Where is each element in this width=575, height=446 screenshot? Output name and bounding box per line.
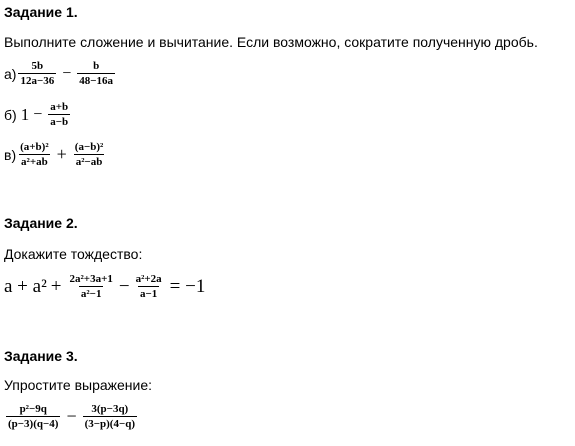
task2-title: Задание 2.: [4, 215, 78, 231]
fraction: [68, 273, 115, 300]
operator: +: [50, 275, 62, 297]
numerator: (a−b)²: [74, 141, 104, 153]
operator: +: [56, 144, 67, 164]
fraction: [73, 141, 106, 168]
denominator: (3−p)(4−q): [84, 418, 136, 430]
task1-instruction: Выполните сложение и вычитание. Если возможно, сократите полученную дробь.: [4, 34, 538, 50]
item-c-label: в): [4, 146, 17, 163]
numerator: 3(p−3q): [91, 403, 129, 415]
operator: −: [118, 275, 130, 297]
operator: −: [33, 105, 43, 123]
numerator: a+b: [50, 101, 69, 113]
numerator: 5b: [31, 60, 44, 72]
task2-instruction: Докажите тождество:: [4, 246, 143, 262]
numerator: (a+b)²: [20, 141, 49, 153]
lhs-term: a + a²: [4, 275, 47, 297]
fraction: [6, 403, 60, 430]
denominator: a−1: [139, 288, 158, 300]
task3-expression: [4, 403, 139, 430]
fraction: [18, 60, 56, 87]
task1-item-a: [4, 60, 117, 87]
numerator: 2a²+3a+1: [69, 273, 113, 285]
denominator: (p−3)(q−4): [8, 418, 59, 430]
item-a-label: а): [4, 65, 17, 82]
fraction: [48, 101, 70, 128]
denominator: a²−ab: [75, 156, 103, 168]
task1-item-b: [4, 101, 72, 128]
denominator: a²−1: [80, 288, 102, 300]
fraction: [77, 60, 115, 87]
task1-title: Задание 1.: [4, 4, 78, 20]
numerator: b: [93, 60, 100, 72]
operator: −: [66, 406, 77, 426]
denominator: a²+ab: [21, 156, 48, 168]
task1-item-c: [4, 141, 107, 168]
numerator: p²−9q: [19, 403, 47, 415]
task3-instruction: Упростите выражение:: [4, 377, 153, 393]
fraction: [18, 141, 51, 168]
leading-term: 1: [20, 104, 30, 124]
fraction: [83, 403, 137, 430]
operator: −: [62, 64, 72, 82]
fraction: [134, 273, 164, 300]
rhs: = −1: [169, 275, 206, 297]
numerator: a²+2a: [135, 273, 162, 285]
denominator: 12a−36: [20, 75, 55, 87]
denominator: 48−16a: [79, 75, 114, 87]
task3-title: Задание 3.: [4, 348, 78, 364]
item-b-label: б): [4, 106, 17, 123]
task2-identity: [4, 273, 205, 300]
denominator: a−b: [50, 116, 69, 128]
